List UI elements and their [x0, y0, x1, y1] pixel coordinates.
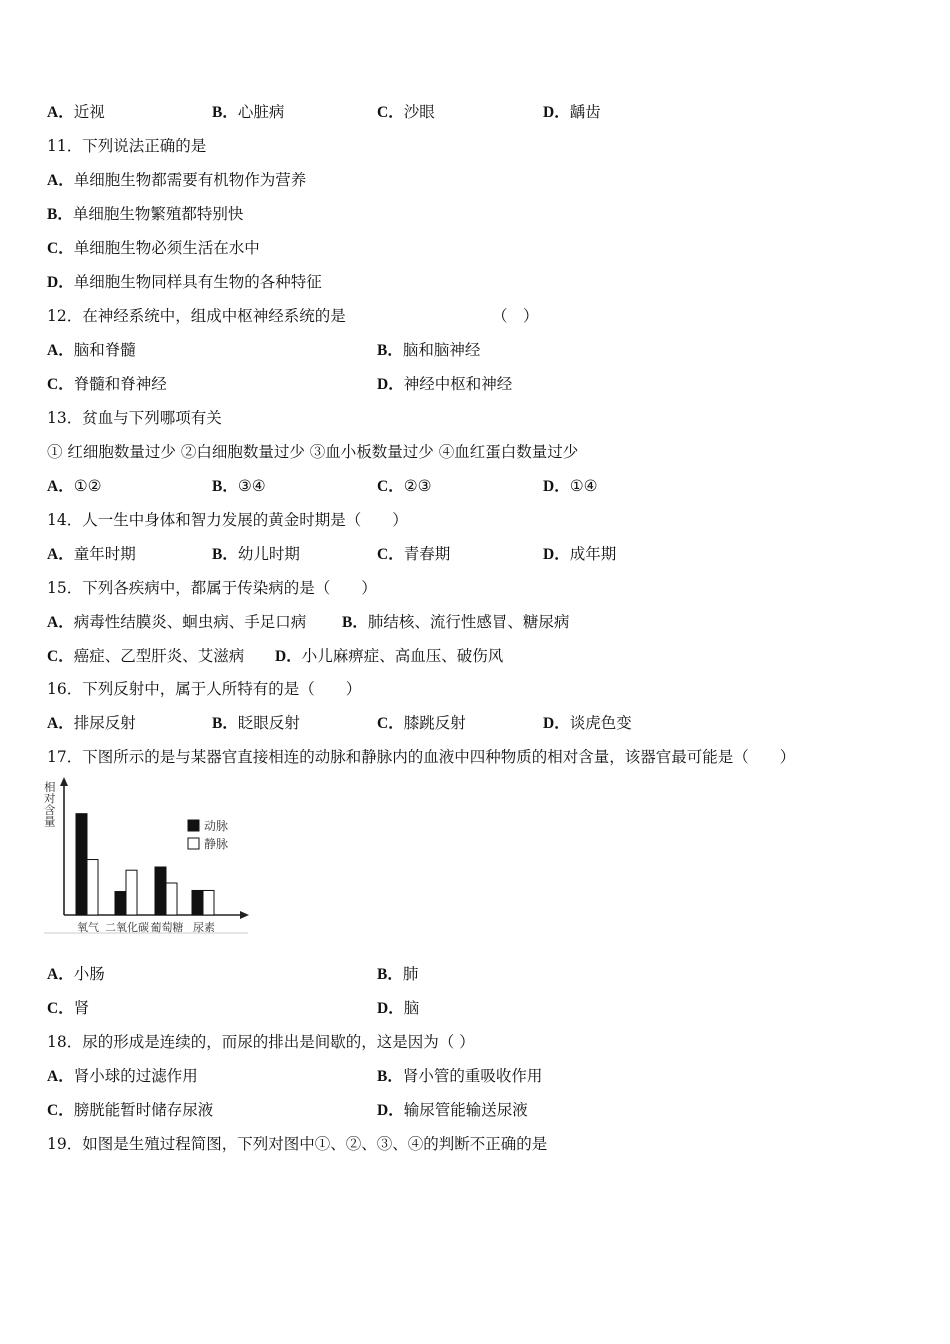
bar-venous-2 — [126, 870, 137, 915]
q11-option-b: B．单细胞生物繁殖都特别快 — [47, 205, 244, 223]
q13-option-b: B．③④ — [212, 477, 266, 495]
bar-arterial-3 — [155, 867, 166, 915]
bar-arterial-2 — [115, 892, 126, 915]
q11-stem: 11．下列说法正确的是 — [47, 137, 207, 155]
q16-option-c: C．膝跳反射 — [377, 714, 466, 732]
x-tick-label-3: 葡萄糖 — [150, 921, 184, 934]
q12-option-c: C．脊髓和脊神经 — [47, 375, 167, 393]
q12-stem: 12．在神经系统中，组成中枢神经系统的是 — [47, 307, 346, 325]
q10-option-c: C．沙眼 — [377, 103, 435, 121]
q19-stem: 19．如图是生殖过程简图，下列对图中①、②、③、④的判断不正确的是 — [47, 1135, 548, 1153]
q13-option-a: A．①② — [47, 477, 102, 495]
q12-answer-paren: （ ） — [492, 307, 539, 325]
q17-option-c: C．肾 — [47, 999, 90, 1017]
q10-option-b: B．心脏病 — [212, 103, 285, 121]
y-axis-arrow — [60, 777, 68, 786]
q12-option-a: A．脑和脊髓 — [47, 341, 136, 359]
q13-stem: 13．贫血与下列哪项有关 — [47, 409, 222, 427]
q16-option-b: B．眨眼反射 — [212, 714, 300, 732]
q15-option-b: B．肺结核、流行性感冒、糖尿病 — [342, 613, 570, 631]
x-tick-label-4: 尿素 — [193, 921, 215, 934]
q14-option-c: C．青春期 — [377, 545, 451, 563]
q14-option-a: A．童年时期 — [47, 545, 136, 563]
q15-stem: 15．下列各疾病中，都属于传染病的是（ ） — [47, 579, 377, 597]
x-axis-arrow — [240, 911, 249, 919]
q15-option-c: C．癌症、乙型肝炎、艾滋病 — [47, 647, 245, 665]
q14-stem: 14．人一生中身体和智力发展的黄金时期是（ ） — [47, 511, 408, 529]
bar-arterial-1 — [76, 814, 87, 915]
q18-option-c: C．膀胱能暂时储存尿液 — [47, 1101, 214, 1119]
q13-option-c: C．②③ — [377, 477, 432, 495]
bar-arterial-4 — [192, 890, 203, 915]
q13-option-d: D．①④ — [543, 477, 598, 495]
q12-option-d: D．神经中枢和神经 — [377, 375, 513, 393]
q13-statements: ① 红细胞数量过少 ②白细胞数量过少 ③血小板数量过少 ④血红蛋白数量过少 — [47, 443, 579, 461]
q17-option-b: B．肺 — [377, 965, 419, 983]
q16-option-a: A．排尿反射 — [47, 714, 136, 732]
bar-venous-3 — [166, 883, 177, 915]
q14-option-d: D．成年期 — [543, 545, 617, 563]
legend-arterial-swatch — [188, 820, 199, 831]
q15-option-d: D．小儿麻痹症、高血压、破伤风 — [275, 647, 504, 665]
q16-option-d: D．谈虎色变 — [543, 714, 632, 732]
legend-venous-swatch — [188, 838, 199, 849]
q17-option-a: A．小肠 — [47, 965, 105, 983]
q16-stem: 16．下列反射中，属于人所特有的是（ ） — [47, 680, 362, 698]
y-axis-label-text: 相对含量 — [44, 780, 56, 829]
q17-option-d: D．脑 — [377, 999, 420, 1017]
x-tick-label-1: 氧气 — [77, 921, 99, 934]
q10-option-a: A．近视 — [47, 103, 105, 121]
q17-stem: 17．下图所示的是与某器官直接相连的动脉和静脉内的血液中四种物质的相对含量，该器官最可能是（ ） — [47, 748, 796, 766]
q18-stem: 18．尿的形成是连续的，而尿的排出是间歇的，这是因为（ ） — [47, 1033, 475, 1051]
q11-option-d: D．单细胞生物同样具有生物的各种特征 — [47, 273, 322, 291]
legend-arterial-label: 动脉 — [204, 819, 229, 833]
q12-option-b: B．脑和脑神经 — [377, 341, 481, 359]
x-tick-label-2: 二氧化碳 — [105, 921, 149, 934]
q18-option-a: A．肾小球的过滤作用 — [47, 1067, 198, 1085]
q11-option-c: C．单细胞生物必须生活在水中 — [47, 239, 260, 257]
bar-venous-1 — [87, 860, 98, 915]
q18-option-d: D．输尿管能输送尿液 — [377, 1101, 528, 1119]
q10-option-d: D．龋齿 — [543, 103, 601, 121]
legend-venous-label: 静脉 — [204, 837, 229, 851]
bar-venous-4 — [203, 890, 214, 915]
q11-option-a: A．单细胞生物都需要有机物作为营养 — [47, 171, 307, 189]
q15-option-a: A．病毒性结膜炎、蛔虫病、手足口病 — [47, 613, 307, 631]
q14-option-b: B．幼儿时期 — [212, 545, 300, 563]
q18-option-b: B．肾小管的重吸收作用 — [377, 1067, 543, 1085]
y-axis-label — [44, 780, 56, 829]
q17-bar-chart — [40, 775, 255, 937]
